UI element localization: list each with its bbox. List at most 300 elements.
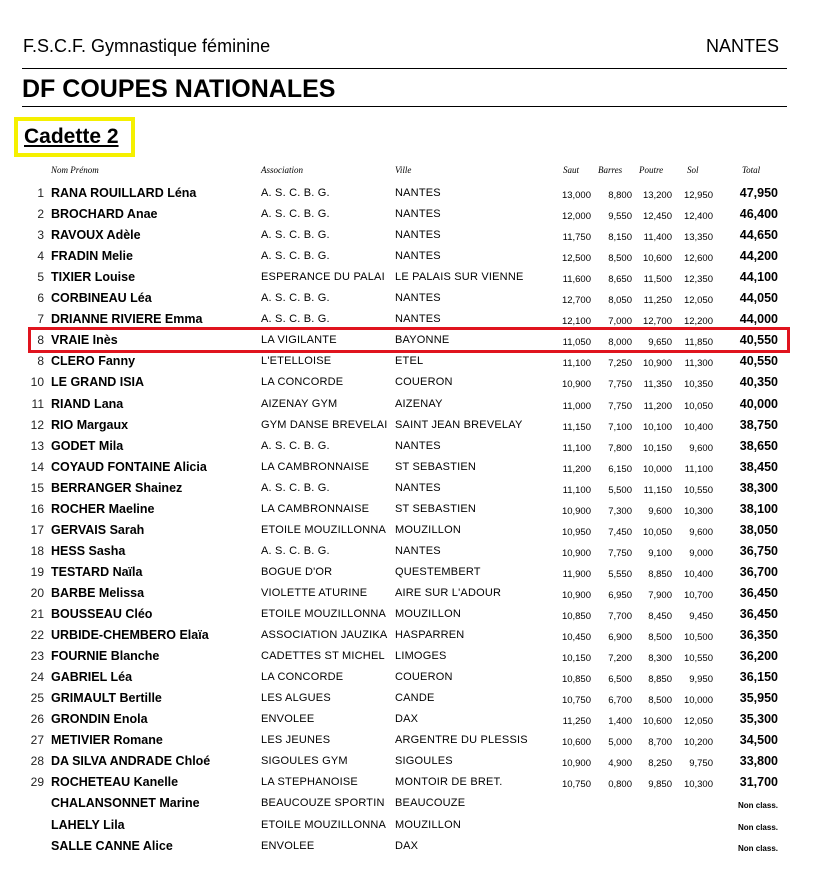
ville: NANTES: [395, 439, 441, 452]
rank: 8: [37, 333, 44, 348]
score-saut: 10,950: [561, 526, 591, 538]
association: ESPERANCE DU PALAI: [261, 271, 385, 284]
athlete-name: LAHELY Lila: [51, 817, 125, 832]
score-saut: 11,050: [562, 337, 591, 349]
ville: NANTES: [395, 544, 441, 557]
score-sol: 9,950: [689, 674, 713, 686]
total: 40,000: [739, 396, 778, 411]
association: ASSOCIATION JAUZIKA: [261, 629, 388, 642]
score-sol: 10,500: [683, 632, 713, 644]
association: ETOILE MOUZILLONNA: [261, 608, 387, 620]
rank: 1: [37, 186, 44, 200]
table-row: [0, 733, 813, 754]
score-saut: 10,900: [561, 379, 591, 391]
score-poutre: 11,400: [643, 232, 672, 244]
rank: 19: [30, 564, 44, 579]
category-title: Cadette 2: [24, 125, 119, 148]
score-sol: 10,400: [683, 421, 713, 433]
ville: MONTOIR DE BRET.: [395, 776, 503, 789]
table-row: [0, 186, 813, 207]
table-row: [0, 502, 813, 523]
association: LA VIGILANTE: [261, 334, 337, 347]
table-row: [0, 544, 813, 565]
association: LA CAMBRONNAISE: [261, 502, 370, 515]
ville: NANTES: [395, 187, 441, 199]
athlete-name: GRIMAULT Bertille: [51, 691, 162, 706]
rank: 13: [30, 438, 44, 453]
score-sol: 12,050: [683, 716, 713, 728]
score-poutre: 8,500: [648, 695, 672, 707]
col-header-association: Association: [261, 165, 303, 175]
athlete-name: ROCHER Maeline: [51, 501, 155, 516]
score-barres: 8,150: [608, 232, 632, 244]
table-row: [0, 796, 813, 817]
ville: NANTES: [395, 292, 441, 305]
score-sol: 10,300: [683, 505, 713, 517]
col-header-ville: Ville: [395, 165, 412, 175]
total: Non class.: [737, 801, 778, 811]
ville: ST SEBASTIEN: [395, 460, 477, 473]
athlete-name: VRAIE Inès: [51, 333, 118, 348]
ville: AIZENAY: [395, 397, 443, 410]
total: 44,000: [739, 312, 778, 327]
athlete-name: CORBINEAU Léa: [51, 291, 152, 306]
score-barres: 6,500: [608, 674, 632, 686]
score-saut: 11,150: [562, 421, 591, 433]
association: LA STEPHANOISE: [261, 776, 358, 789]
association: BEAUCOUZE SPORTIN: [261, 797, 385, 810]
rank: 27: [30, 733, 44, 748]
score-poutre: 8,850: [648, 568, 672, 580]
rank: 15: [30, 480, 44, 495]
association: A. S. C. B. G.: [261, 439, 330, 452]
page-title: DF COUPES NATIONALES: [22, 75, 336, 103]
highlighted-row-box: [28, 327, 790, 353]
score-saut: 11,100: [562, 442, 591, 454]
association: A. S. C. B. G.: [261, 313, 330, 326]
association: A. S. C. B. G.: [261, 250, 330, 263]
association: A. S. C. B. G.: [261, 208, 330, 221]
table-row: [0, 607, 813, 628]
association: A. S. C. B. G.: [261, 481, 330, 494]
score-sol: 10,550: [683, 653, 713, 665]
score-poutre: 11,500: [643, 274, 672, 286]
total: 36,200: [739, 649, 778, 664]
total: 46,400: [739, 207, 778, 222]
table-row: [0, 375, 813, 396]
title-rule: [22, 106, 787, 107]
score-poutre: 9,100: [648, 547, 672, 559]
rank: 26: [30, 712, 44, 727]
table-row: [0, 523, 813, 544]
score-sol: 10,300: [683, 779, 713, 791]
score-saut: 10,900: [561, 547, 591, 559]
score-saut: 10,850: [561, 611, 591, 622]
col-header-sol: Sol: [687, 165, 699, 175]
score-sol: 12,400: [683, 211, 713, 223]
ville: DAX: [395, 839, 419, 852]
score-poutre: 12,450: [642, 211, 672, 223]
table-row: [0, 291, 813, 312]
total: 35,300: [739, 712, 778, 727]
score-barres: 6,950: [608, 589, 632, 601]
score-barres: 7,100: [608, 421, 632, 433]
association: A. S. C. B. G.: [261, 292, 330, 305]
table-row: [0, 670, 813, 691]
association: GYM DANSE BREVELAI: [261, 418, 388, 431]
table-row: [0, 586, 813, 607]
score-saut: 10,600: [561, 737, 591, 749]
score-barres: 8,500: [608, 253, 632, 265]
col-header-barres: Barres: [598, 165, 623, 175]
athlete-name: FRADIN Melie: [51, 249, 133, 264]
total: 38,650: [739, 438, 778, 453]
score-barres: 6,900: [608, 632, 632, 644]
score-barres: 8,650: [608, 274, 632, 286]
score-barres: 7,750: [608, 547, 632, 559]
score-sol: 13,350: [683, 232, 713, 244]
score-poutre: 8,700: [648, 737, 672, 749]
athlete-name: GERVAIS Sarah: [51, 522, 145, 537]
rank: 4: [37, 249, 44, 264]
total: Non class.: [737, 822, 778, 832]
score-poutre: 13,200: [642, 190, 672, 201]
rank: 8: [37, 354, 44, 369]
score-sol: 10,000: [683, 695, 713, 707]
ville: NANTES: [395, 208, 441, 221]
rank: 14: [30, 459, 44, 474]
association: A. S. C. B. G.: [261, 229, 330, 242]
athlete-name: DA SILVA ANDRADE Chloé: [51, 754, 211, 769]
score-poutre: 10,100: [642, 421, 672, 433]
athlete-name: GODET Mila: [51, 438, 124, 453]
association: ENVOLEE: [261, 713, 315, 726]
header-city: NANTES: [705, 36, 779, 56]
score-barres: 6,700: [608, 695, 632, 707]
association: ETOILE MOUZILLONNA: [261, 523, 387, 536]
top-rule: [22, 68, 787, 69]
score-saut: 11,200: [562, 463, 591, 475]
total: 44,650: [739, 228, 778, 243]
score-poutre: 8,250: [648, 758, 672, 770]
score-poutre: 10,050: [642, 526, 672, 538]
total: 31,700: [739, 775, 778, 790]
score-saut: 10,450: [561, 632, 591, 644]
ville: LIMOGES: [395, 650, 447, 663]
athlete-name: BERRANGER Shainez: [51, 480, 183, 495]
association: SIGOULES GYM: [261, 755, 348, 768]
ville: NANTES: [395, 229, 441, 242]
score-barres: 7,750: [608, 400, 632, 412]
score-poutre: 11,250: [643, 295, 672, 307]
rank: 6: [37, 291, 44, 306]
score-saut: 10,750: [561, 695, 591, 707]
score-saut: 13,000: [561, 190, 591, 201]
score-saut: 12,100: [561, 316, 591, 328]
score-sol: 9,750: [689, 758, 713, 770]
total: Non class.: [737, 843, 778, 853]
score-saut: 12,500: [561, 253, 591, 265]
score-poutre: 10,150: [642, 442, 672, 454]
score-sol: 12,050: [683, 295, 713, 307]
score-barres: 5,550: [608, 568, 632, 580]
athlete-name: SALLE CANNE Alice: [51, 838, 173, 853]
score-saut: 10,900: [561, 758, 591, 770]
athlete-name: TIXIER Louise: [51, 270, 136, 285]
ville: BEAUCOUZE: [395, 797, 466, 810]
association: L'ETELLOISE: [261, 355, 332, 368]
score-barres: 4,900: [608, 758, 632, 770]
association: LA CONCORDE: [261, 376, 344, 389]
score-sol: 12,950: [683, 190, 713, 201]
athlete-name: RIAND Lana: [51, 396, 124, 411]
table-row: [0, 775, 813, 796]
score-sol: 9,600: [689, 526, 713, 538]
score-poutre: 11,200: [643, 400, 672, 412]
score-poutre: 12,700: [642, 316, 672, 328]
association: LES ALGUES: [261, 692, 331, 705]
score-poutre: 10,900: [642, 358, 672, 370]
score-poutre: 8,850: [648, 674, 672, 686]
rank: 25: [30, 691, 44, 706]
association: ETOILE MOUZILLONNA: [261, 818, 387, 831]
score-saut: 11,100: [562, 484, 591, 496]
rank: 18: [30, 543, 44, 558]
score-sol: 11,300: [684, 358, 713, 370]
athlete-name: GABRIEL Léa: [51, 670, 133, 685]
total: 36,450: [739, 585, 778, 600]
score-barres: 9,550: [608, 211, 632, 223]
score-saut: 12,000: [561, 211, 591, 223]
score-saut: 11,250: [562, 716, 591, 728]
athlete-name: RANA ROUILLARD Léna: [51, 186, 197, 200]
total: 40,350: [739, 375, 778, 390]
ville: SAINT JEAN BREVELAY: [395, 418, 523, 431]
score-sol: 12,200: [683, 316, 713, 328]
score-saut: 11,750: [562, 232, 591, 244]
total: 47,950: [739, 186, 778, 200]
ville: MOUZILLON: [395, 818, 461, 831]
score-barres: 0,800: [608, 779, 632, 791]
score-barres: 8,050: [608, 295, 632, 307]
rank: 22: [30, 628, 44, 643]
association: BOGUE D'OR: [261, 565, 333, 578]
table-row: [0, 818, 813, 839]
score-sol: 10,350: [683, 379, 713, 391]
ville: MOUZILLON: [395, 523, 461, 536]
score-sol: 10,200: [683, 737, 713, 749]
association: AIZENAY GYM: [261, 397, 338, 410]
athlete-name: FOURNIE Blanche: [51, 649, 160, 664]
score-poutre: 10,600: [642, 716, 672, 728]
ville: COUERON: [395, 671, 453, 684]
rank: 12: [30, 417, 44, 432]
rank: 21: [30, 607, 44, 621]
score-saut: 10,850: [561, 674, 591, 686]
score-saut: 12,700: [561, 295, 591, 307]
ville: ETEL: [395, 355, 424, 368]
total: 38,450: [739, 459, 778, 474]
rank: 10: [30, 375, 44, 390]
score-barres: 7,200: [608, 653, 632, 665]
total: 38,750: [739, 417, 778, 432]
athlete-name: ROCHETEAU Kanelle: [51, 775, 179, 790]
ville: AIRE SUR L'ADOUR: [395, 586, 502, 599]
score-barres: 7,000: [608, 316, 632, 328]
total: 44,050: [739, 291, 778, 306]
total: 36,750: [739, 543, 778, 558]
total: 36,700: [739, 564, 778, 579]
athlete-name: CHALANSONNET Marine: [51, 796, 200, 811]
table-row: [0, 460, 813, 481]
score-sol: 11,850: [684, 337, 713, 349]
score-sol: 12,600: [683, 253, 713, 265]
rank: 5: [37, 270, 44, 285]
score-poutre: 8,300: [648, 653, 672, 665]
score-barres: 7,300: [608, 505, 632, 517]
score-barres: 1,400: [608, 716, 632, 728]
athlete-name: DRIANNE RIVIERE Emma: [51, 312, 203, 327]
score-sol: 9,600: [689, 442, 713, 454]
ville: SIGOULES: [395, 755, 453, 768]
score-barres: 8,000: [608, 337, 632, 349]
total: 40,550: [739, 354, 778, 369]
score-barres: 7,250: [608, 358, 632, 370]
table-row: [0, 649, 813, 670]
table-row: [0, 207, 813, 228]
rank: 3: [37, 228, 44, 243]
score-saut: 11,100: [562, 358, 591, 370]
table-row: [0, 565, 813, 586]
ville: NANTES: [395, 481, 441, 494]
score-saut: 11,600: [562, 274, 591, 286]
association: ENVOLEE: [261, 839, 315, 852]
total: 36,350: [739, 628, 778, 643]
total: 44,200: [739, 249, 778, 264]
athlete-name: GRONDIN Enola: [51, 712, 148, 727]
score-poutre: 11,150: [643, 484, 672, 496]
total: 33,800: [739, 754, 778, 769]
score-poutre: 10,000: [642, 463, 672, 475]
score-barres: 7,750: [608, 379, 632, 391]
ville: HASPARREN: [395, 629, 465, 642]
ville: COUERON: [395, 376, 453, 389]
score-saut: 10,750: [561, 779, 591, 791]
ville: BAYONNE: [395, 334, 450, 347]
ville: MOUZILLON: [395, 608, 461, 620]
athlete-name: BARBE Melissa: [51, 585, 145, 600]
total: 38,300: [739, 480, 778, 495]
ville: ARGENTRE DU PLESSIS: [395, 734, 528, 747]
score-sol: 9,450: [689, 611, 713, 622]
ville: NANTES: [395, 250, 441, 263]
rank: 2: [37, 207, 44, 222]
table-row: [0, 481, 813, 502]
score-barres: 7,450: [608, 526, 632, 538]
ville: DAX: [395, 713, 419, 726]
rank: 20: [30, 585, 44, 600]
score-saut: 11,000: [562, 400, 591, 412]
ville: LE PALAIS SUR VIENNE: [395, 271, 524, 284]
score-poutre: 7,900: [648, 589, 672, 601]
ville: QUESTEMBERT: [395, 565, 481, 578]
total: 35,950: [739, 691, 778, 706]
athlete-name: METIVIER Romane: [51, 733, 163, 748]
rank: 23: [30, 649, 44, 664]
score-barres: 6,150: [608, 463, 632, 475]
rank: 7: [37, 312, 44, 327]
score-saut: 11,900: [562, 568, 591, 580]
rank: 17: [30, 522, 44, 537]
score-saut: 10,150: [561, 653, 591, 665]
athlete-name: RAVOUX Adèle: [51, 228, 141, 243]
total: 34,500: [739, 733, 778, 748]
table-row: [0, 439, 813, 460]
association: VIOLETTE ATURINE: [261, 586, 368, 599]
rank: 16: [30, 501, 44, 516]
total: 38,050: [739, 522, 778, 537]
score-barres: 7,700: [608, 611, 632, 622]
rank: 29: [30, 775, 44, 790]
score-sol: 12,350: [683, 274, 713, 286]
col-header-saut: Saut: [563, 165, 580, 175]
table-row: [0, 228, 813, 249]
col-header-poutre: Poutre: [639, 165, 664, 175]
rank: 11: [31, 396, 44, 411]
ville: NANTES: [395, 313, 441, 326]
athlete-name: LE GRAND ISIA: [51, 375, 145, 390]
score-sol: 11,100: [684, 463, 713, 475]
association: LA CAMBRONNAISE: [261, 460, 370, 473]
ville: CANDE: [395, 692, 435, 705]
score-barres: 8,800: [608, 190, 632, 201]
table-row: [0, 418, 813, 439]
score-poutre: 9,850: [648, 779, 672, 791]
col-header-name: Nom Prénom: [51, 165, 99, 175]
table-row: [0, 270, 813, 291]
category-highlight-box: [14, 117, 135, 157]
total: 38,100: [739, 501, 778, 516]
table-row: [0, 397, 813, 418]
score-saut: 10,900: [561, 589, 591, 601]
score-sol: 10,700: [683, 589, 713, 601]
header-federation: F.S.C.F. Gymnastique féminine: [23, 36, 271, 56]
table-row: [0, 839, 813, 860]
association: LA CONCORDE: [261, 671, 344, 684]
athlete-name: COYAUD FONTAINE Alicia: [51, 459, 207, 474]
score-sol: 10,050: [683, 400, 713, 412]
athlete-name: CLERO Fanny: [51, 354, 136, 369]
score-poutre: 11,350: [643, 379, 672, 391]
table-row: [0, 354, 813, 375]
athlete-name: BROCHARD Anae: [51, 207, 158, 222]
ville: ST SEBASTIEN: [395, 502, 477, 515]
table-row: [0, 712, 813, 733]
total: 40,550: [739, 333, 778, 348]
rank: 24: [30, 670, 44, 685]
score-poutre: 8,450: [648, 611, 672, 622]
score-poutre: 10,600: [642, 253, 672, 265]
association: A. S. C. B. G.: [261, 187, 330, 199]
score-poutre: 9,600: [648, 505, 672, 517]
score-sol: 10,550: [683, 484, 713, 496]
score-saut: 10,900: [561, 505, 591, 517]
table-row: [0, 249, 813, 270]
col-header-total: Total: [742, 165, 761, 175]
score-poutre: 9,650: [648, 337, 672, 349]
score-poutre: 8,500: [648, 632, 672, 644]
association: CADETTES ST MICHEL: [261, 650, 385, 663]
